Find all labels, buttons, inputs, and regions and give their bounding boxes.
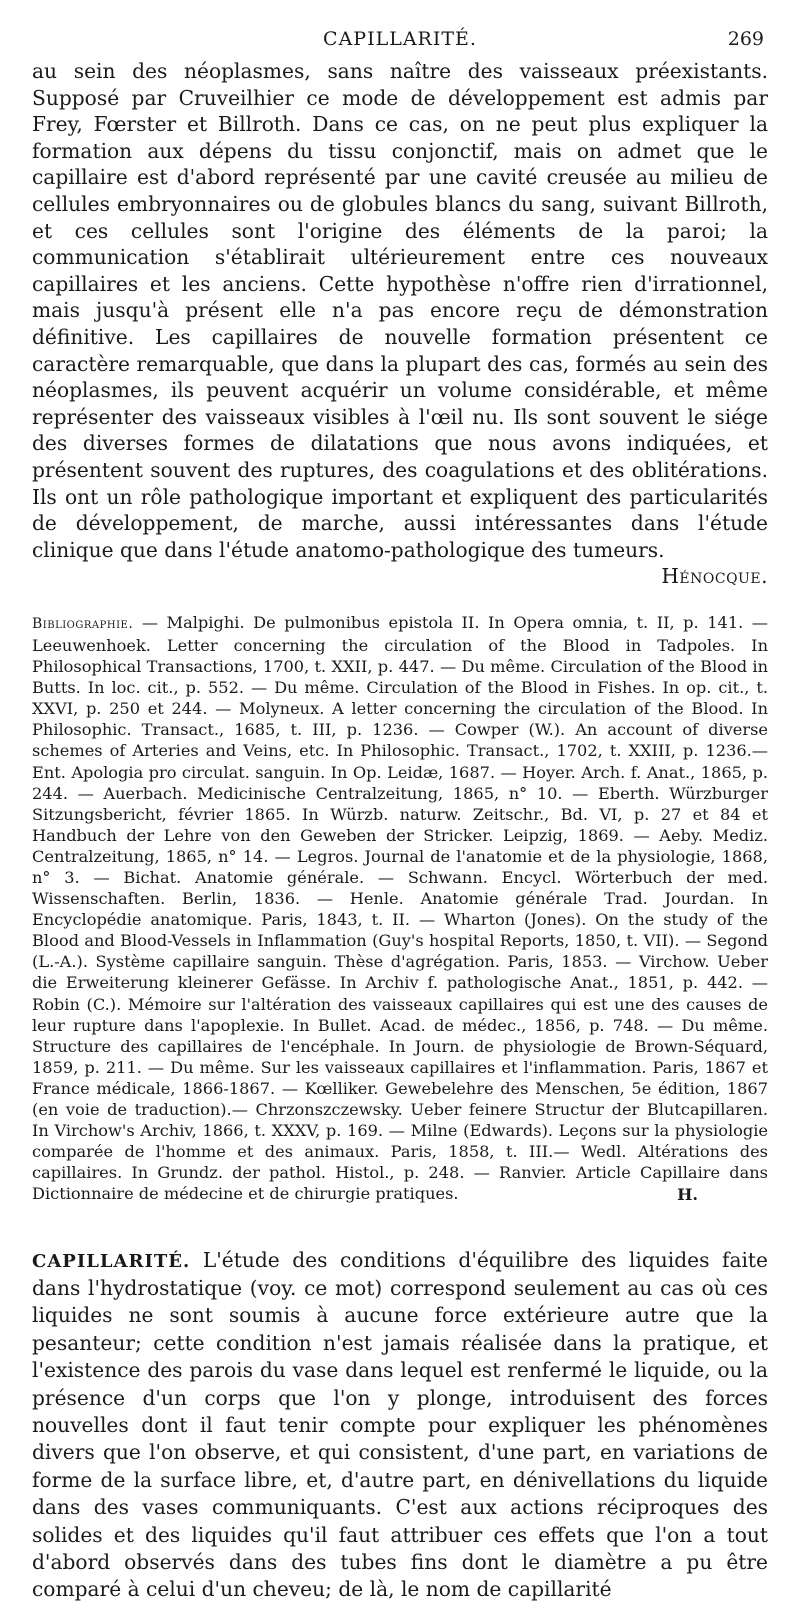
bibliography-label: Bibliographie. <box>32 615 134 632</box>
page-number: 269 <box>727 28 764 50</box>
document-page <box>32 28 768 1604</box>
author-signature-line <box>32 563 768 590</box>
page-header <box>32 28 768 58</box>
continuation-text: au sein des néoplasmes, sans naître des vaisseaux préexistants. Supposé par Cruveilhier ce mode de développement est admis par Frey, Fœrster et Billroth. Dans ce cas, on ne peut plus expliquer la formation aux dépens du tissu conjonctif, mais on admet que le capillaire est d'abord représenté par une cavité creusée au milieu de cellules embryonnaires ou de globules blancs du sang, suivant Billroth, et ces cellules sont l'origine des éléments de la paroi; la communication s'établirait ultérieurement entre ces nouveaux capillaires et les anciens. Cette hypothèse n'offre rien d'irrationnel, mais jusqu'à présent elle n'a pas encore reçu de démonstration définitive. Les capillaires de nouvelle formation présentent ce caractère remarquable, que dans la plupart des cas, formés au sein des néoplasmes, ils peuvent acquérir un volume considérable, et même représenter des vaisseaux visibles à l'œil nu. Ils sont souvent le siége des diverses formes de dilatations que nous avons indiquées, et présentent souvent des ruptures, des coagulations et des oblitérations. Ils ont un rôle pathologique important et expliquent des particularités de développement, de marche, aussi intéressantes dans l'étude clinique que dans l'étude anatomo-pathologique des tumeurs. <box>32 59 768 562</box>
running-title: CAPILLARITÉ. <box>323 28 477 50</box>
bibliography-signature: H. <box>677 1184 698 1204</box>
continuation-paragraph <box>32 58 768 590</box>
bibliography-text: — Malpighi. De pulmonibus epistola II. In Opera omnia, t. II, p. 141. — Leeuwenhoek. Letter concerning the circulation of the Blood in Tadpoles. In Philosophical Transactions, 1700, t. XXII, p. 447. — Du même. Circulation of the Blood in Butts. In loc. cit., p. 552. — Du même. Circulation of the Blood in Fishes. In op. cit., t. XXVI, p. 250 et 244. — Molyneux. A letter concerning the circulation of the Blood. In Philosophic. Transact., 1685, t. III, p. 1236. — Cowper (W.). An account of diverse schemes of Arteries and Veins, etc. In Philosophic. Transact., 1702, t. XXIII, p. 1236.— Ent. Apologia pro circulat. sanguin. In Op. Leidæ, 1687. — Hoyer. Arch. f. Anat., 1865, p. 244. — Auerbach. Medicinische Centralzeitung, 1865, n° 10. — Eberth. Würzburger Sitzungsbericht, février 1865. In Würzb. naturw. Zeitschr., Bd. VI, p. 27 et 84 et Handbuch der Lehre von den Geweben der Stricker. Leipzig, 1869. — Aeby. Mediz. Centralzeitung, 1865, n° 14. — Legros. Journal de l'anatomie et de la physiologie, 1868, n° 3. — Bichat. Anatomie générale. — Schwann. Encycl. Wörterbuch der med. Wissenschaften. Berlin, 1836. — Henle. Anatomie générale Trad. Jourdan. In Encyclopédie anatomique. Paris, 1843, t. II. — Wharton (Jones). On the study of the Blood and Blood-Vessels in Inflammation (Guy's hospital Reports, 1850, t. VII). — Segond (L.-A.). Système capillaire sanguin. Thèse d'agrégation. Paris, 1853. — Virchow. Ueber die Erweiterung kleinerer Gefässe. In Archiv f. pathologische Anat., 1851, p. 442. — Robin (C.). Mémoire sur l'altération des vaisseaux capillaires qui est une des causes de leur rupture dans l'apoplexie. In Bullet. Acad. de médec., 1856, p. 748. — Du même. Structure des capillaires de l'encéphale. In Journ. de physiologie de Brown-Séquard, 1859, p. 211. — Du même. Sur les vaisseaux capillaires et l'inflammation. Paris, 1867 et France médicale, 1866-1867. — Kœlliker. Gewebelehre des Menschen, 5e édition, 1867 (en voie de traduction).— Chrzonszczewsky. Ueber feinere Structur der Blutcapillaren. In Virchow's Archiv, 1866, t. XXXV, p. 169. — Milne (Edwards). Leçons sur la physiologie comparée de l'homme et des animaux. Paris, 1858, t. III.— Wedl. Altérations des capillaires. In Grundz. der pathol. Histol., p. 248. — Ranvier. Article Capillaire dans Dictionnaire de médecine et de chirurgie pratiques. <box>32 612 768 1204</box>
article-text: L'étude des conditions d'équilibre des liquides faite dans l'hydrostatique (voy. ce mot) correspond seulement au cas où ces liquides ne sont soumis à aucune force extérieure autre que la pesanteur; cette condition n'est jamais réalisée dans la pratique, et l'existence des parois du vase dans lequel est renfermé le liquide, ou la présence d'un corps que l'on y plonge, introduisent des forces nouvelles dont il faut tenir compte pour expliquer les phénomènes divers que l'on observe, et qui consistent, d'une part, en variations de forme de la surface libre, et, d'autre part, en dénivellations du liquide dans des vases communiquants. C'est aux actions réciproques des solides et des liquides qu'il faut attribuer ces effets que l'on a tout d'abord observés dans des tubes fins dont le diamètre a pu être comparé à celui d'un cheveu; de là, le nom de capillarité <box>32 1247 768 1602</box>
author-signature: Hénocque. <box>661 564 768 589</box>
bibliography-section <box>32 612 768 1205</box>
article-capillarite <box>32 1247 768 1604</box>
article-headword: CAPILLARITÉ. <box>32 1250 191 1272</box>
